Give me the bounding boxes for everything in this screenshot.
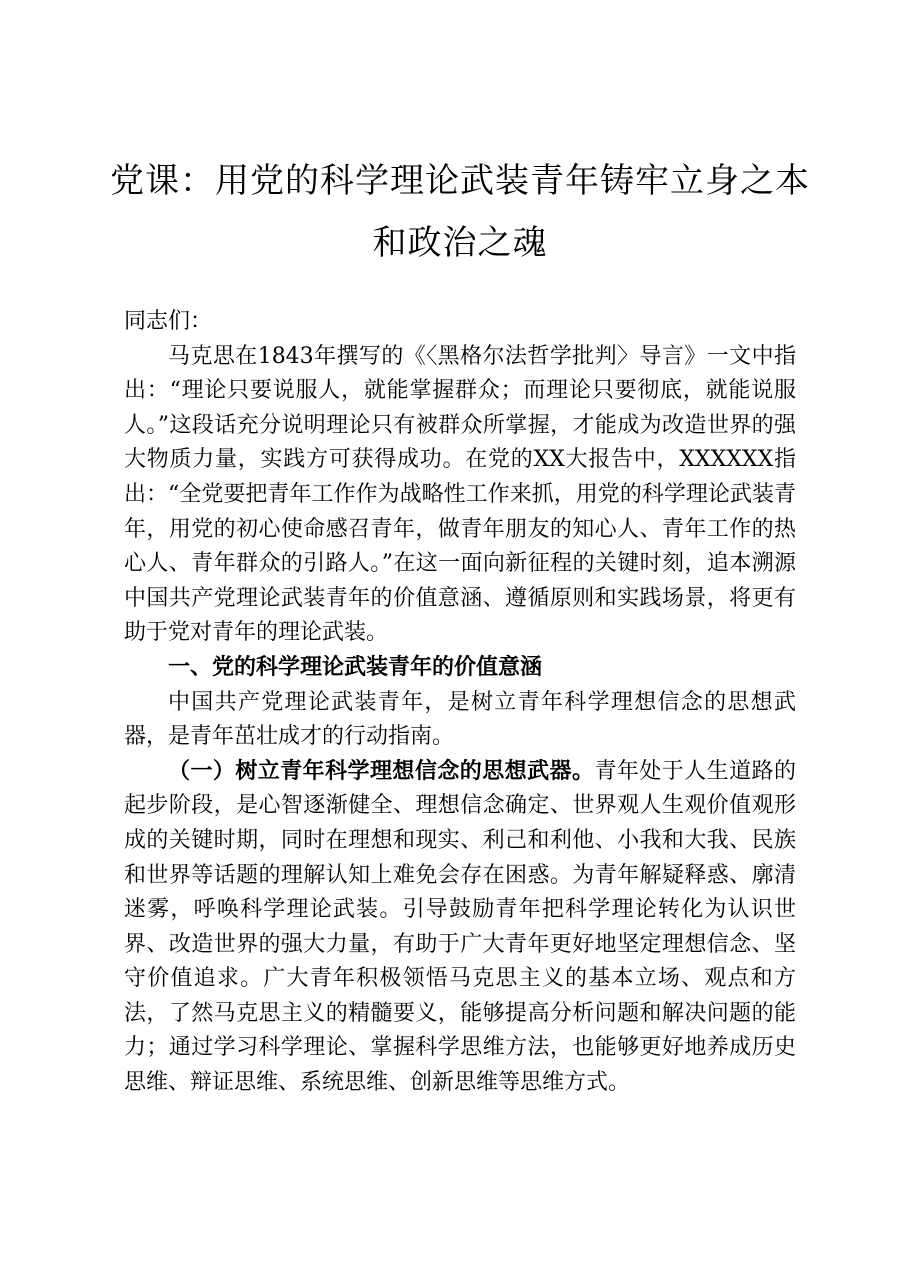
subsection-1-text: 青年处于人生道路的起步阶段，是心智逐渐健全、理想信念确定、世界观人生观价值观形成的关键时期，同时在理想和现实、利己和利他、小我和大我、民族和世界等话题的理解认知上难免会存在困惑。为青年解疑释惑、廓清迷雾，呼唤科学理论武装。引导鼓励青年把科学理论转化为认识世界、改造世界的强大力量，有助于广大青年更好地坚定理想信念、坚守价值追求。广大青年积极领悟马克思主义的基本立场、观点和方法，了然马克思主义的精髓要义，能够提高分析问题和解决问题的能力；通过学习科学理论、掌握科学思维方法，也能够更好地养成历史思维、辩证思维、系统思维、创新思维等思维方式。 [124, 758, 796, 1096]
paragraph-section-1-intro: 中国共产党理论武装青年，是树立青年科学理想信念的思想武器，是青年茁壮成才的行动指南。 [124, 689, 796, 750]
document-title: 党课：用党的科学理论武装青年铸牢立身之本和政治之魂 [110, 161, 810, 263]
document-body [124, 305, 796, 1101]
paragraph-intro: 马克思在1843年撰写的《〈黑格尔法哲学批判〉导言》一文中指出：“理论只要说服人，就能掌握群众；而理论只要彻底，就能说服人。”这段话充分说明理论只有被群众所掌握，才能成为改造世界的强大物质力量，实践方可获得成功。在党的XX大报告中，XXXXXX指出：“全党要把青年工作作为战略性工作来抓，用党的科学理论武装青年，用党的初心使命感召青年，做青年朋友的知心人、青年工作的热心人、青年群众的引路人。”在这一面向新征程的关键时刻，追本溯源中国共产党理论武装青年的价值意涵、遵循原则和实践场景，将更有助于党对青年的理论武装。 [124, 343, 796, 646]
section-heading-1: 一、党的科学理论武装青年的价值意涵 [168, 654, 543, 680]
greeting: 同志们： [124, 309, 213, 334]
subsection-heading-1: （一）树立青年科学理想信念的思想武器。 [168, 758, 595, 784]
paragraph-subsection-1 [124, 755, 796, 1101]
